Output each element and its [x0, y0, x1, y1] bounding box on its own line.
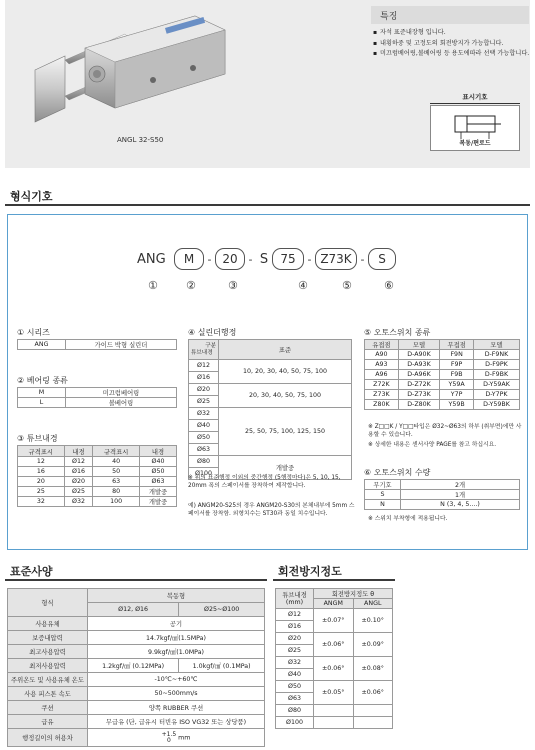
column-header: ANGL — [353, 599, 393, 609]
table-row — [8, 673, 265, 687]
row-header: 쿠션 — [8, 701, 88, 715]
table-cell: F9N — [440, 350, 474, 360]
table-row — [189, 360, 352, 372]
table-cell: ±0.10° — [353, 609, 393, 633]
bore-cell: Ø100 — [276, 717, 314, 729]
column-header: Ø25~Ø100 — [179, 603, 265, 617]
marker-6: ⑥ — [384, 279, 394, 292]
column-header: 모델 — [398, 340, 439, 350]
table-row — [8, 645, 265, 659]
row-header: 형식 — [8, 589, 88, 617]
table-cell: L — [18, 398, 66, 408]
row-header: 사용 피스톤 속도 — [8, 687, 88, 701]
switch-qty-note: ※ 스위치 부착형에 적용됩니다. — [368, 516, 448, 522]
table-cell: D-Z73K — [398, 390, 439, 400]
bore-cell: Ø16 — [189, 372, 219, 384]
marker-5: ⑤ — [342, 279, 352, 292]
table-cell: 1개 — [401, 490, 520, 500]
code-mid: S — [259, 251, 269, 267]
table-cell: F9P — [440, 360, 474, 370]
row-header: 최고사용압력 — [8, 645, 88, 659]
marker-2: ② — [186, 279, 196, 292]
table-cell: Z80K — [365, 400, 399, 410]
table-row — [365, 360, 520, 370]
stroke-cell: 20, 30, 40, 50, 75, 100 — [219, 384, 352, 408]
table-cell: 개발중 — [139, 487, 176, 497]
table-cell: A93 — [365, 360, 399, 370]
code-bearing: M — [174, 248, 204, 270]
table-row — [276, 705, 393, 717]
tolerance-lower: 0 — [166, 736, 171, 744]
table-cell — [314, 705, 354, 717]
table-cell: 63 — [93, 477, 140, 487]
bore-cell: Ø50 — [276, 681, 314, 693]
bore-title: ③ 튜브내경 — [17, 434, 58, 443]
bore-cell: Ø12 — [189, 360, 219, 372]
marker-3: ③ — [228, 279, 238, 292]
table-cell: Ø63 — [139, 477, 176, 487]
table-row — [189, 456, 352, 468]
table-cell: ±0.05° — [314, 681, 354, 705]
row-header: 튜브내경 — [191, 349, 213, 356]
table-cell: 1.0kgf/㎠ (0.1MPa) — [179, 659, 265, 673]
table-cell: 개발중 — [139, 497, 176, 507]
table-cell: 1.2kgf/㎠ (0.12MPa) — [88, 659, 179, 673]
table-header-row — [18, 446, 177, 457]
table-cell: N (3, 4, 5....) — [401, 500, 520, 510]
table-cell: -10℃~+60℃ — [88, 673, 265, 687]
bearing-table — [17, 387, 177, 408]
table-cell: D-Y7PK — [473, 390, 519, 400]
table-cell: ±0.06° — [314, 657, 354, 681]
tolerance-cell — [88, 729, 265, 747]
table-cell: 가이드 박형 실린더 — [66, 340, 177, 350]
model-code — [137, 247, 396, 271]
row-header — [276, 589, 314, 609]
table-cell: D-A96K — [398, 370, 439, 380]
tolerance-unit: mm — [178, 734, 191, 741]
bore-cell: Ø25 — [276, 645, 314, 657]
table-cell: Ø12 — [64, 457, 93, 467]
column-header: 내경 — [64, 446, 93, 457]
table-cell: Ø16 — [64, 467, 93, 477]
table-header-row — [8, 589, 265, 603]
bore-cell: Ø80 — [189, 456, 219, 468]
table-cell: 9.9kgf/㎠(1.0MPa) — [88, 645, 265, 659]
table-row — [189, 384, 352, 396]
bore-cell: Ø25 — [189, 396, 219, 408]
table-cell: 양쪽 RUBBER 쿠션 — [88, 701, 265, 715]
features-title: 특징 — [380, 12, 398, 22]
product-caption: ANGL 32-S50 — [117, 136, 164, 144]
rotation-title: 회전방지정도 — [278, 565, 342, 578]
table-row — [276, 681, 393, 693]
table-row — [8, 659, 265, 673]
symbol-box — [430, 105, 520, 151]
table-cell: 80 — [93, 487, 140, 497]
table-cell: 100 — [93, 497, 140, 507]
table-row — [18, 477, 177, 487]
code-stroke: 75 — [272, 248, 304, 270]
code-sep: - — [360, 252, 365, 266]
code-prefix: ANG — [137, 251, 166, 267]
section-divider — [273, 579, 395, 581]
table-cell — [314, 717, 354, 729]
row-header: 주위온도 및 사용유체 온도 — [8, 673, 88, 687]
bore-header-label: 튜브내경 — [282, 591, 307, 599]
column-header: 규격표시 — [93, 446, 140, 457]
table-cell: ANG — [18, 340, 66, 350]
cylinder-symbol-icon — [431, 108, 519, 142]
table-row — [276, 633, 393, 645]
table-cell: D-F9PK — [473, 360, 519, 370]
code-qty: S — [368, 248, 396, 270]
table-row — [18, 467, 177, 477]
stroke-title: ④ 실린더행정 — [188, 328, 237, 337]
table-cell: 볼베어링 — [66, 398, 177, 408]
bore-cell: Ø80 — [276, 705, 314, 717]
table-row — [18, 398, 177, 408]
table-cell: 미끄럼베어링 — [66, 388, 177, 398]
bore-cell: Ø20 — [276, 633, 314, 645]
symbol-label: 복동/편로드 — [459, 140, 491, 147]
features-tag — [371, 6, 529, 24]
table-cell: ±0.06° — [314, 633, 354, 657]
bore-cell: Ø12 — [276, 609, 314, 621]
row-header: 사용유체 — [8, 617, 88, 631]
table-cell: Ø20 — [64, 477, 93, 487]
code-sep: - — [207, 252, 212, 266]
corner-header — [189, 340, 219, 360]
series-title: ① 시리즈 — [17, 328, 50, 337]
table-cell: ±0.09° — [353, 633, 393, 657]
cylinder-product-image — [25, 8, 235, 128]
table-cell: Z72K — [365, 380, 399, 390]
table-cell: 50 — [93, 467, 140, 477]
table-row — [18, 388, 177, 398]
tolerance-stack — [162, 732, 177, 744]
bore-header-unit: (mm) — [285, 598, 304, 606]
table-cell: 20 — [18, 477, 65, 487]
table-cell: D-A90K — [398, 350, 439, 360]
table-cell: 32 — [18, 497, 65, 507]
column-header: 규격표시 — [18, 446, 65, 457]
stroke-table — [188, 339, 352, 480]
switch-table — [364, 339, 520, 410]
table-cell: Y59B — [440, 400, 474, 410]
row-header: 행정길이의 허용차 — [8, 729, 88, 747]
column-header: 구분 — [205, 342, 216, 349]
table-cell: Z73K — [365, 390, 399, 400]
switch-note: ※ Z□□K / Y□□타입은 Ø32~Ø63의 하부 (취부면)에만 사용할 수 있습니다. — [368, 424, 522, 438]
series-table — [17, 339, 177, 350]
table-cell: 25 — [18, 487, 65, 497]
table-cell: Y7P — [440, 390, 474, 400]
code-sep: - — [248, 252, 253, 266]
table-cell: D-A93K — [398, 360, 439, 370]
table-cell: ±0.08° — [353, 657, 393, 681]
table-header-row — [365, 340, 520, 350]
table-cell: Ø25 — [64, 487, 93, 497]
table-cell: 12 — [18, 457, 65, 467]
column-header: 회전방지정도 θ — [314, 589, 393, 599]
product-panel — [5, 0, 530, 168]
table-cell: N — [365, 500, 401, 510]
table-row — [8, 701, 265, 715]
bore-cell: Ø40 — [189, 420, 219, 432]
table-cell: ±0.06° — [353, 681, 393, 705]
table-cell: 무급유 (단, 급유시 터빈유 ISO VG32 또는 상당품) — [88, 715, 265, 729]
tolerance-upper: +1.5 — [161, 730, 177, 738]
ordering-title: 형식기호 — [10, 190, 53, 203]
spec-title: 표준사양 — [10, 565, 53, 578]
column-header: 무접점 — [440, 340, 474, 350]
table-row — [365, 350, 520, 360]
table-cell: 14.7kgf/㎠(1.5MPa) — [88, 631, 265, 645]
spec-table — [7, 588, 265, 747]
column-header: 유접점 — [365, 340, 399, 350]
marker-4: ④ — [298, 279, 308, 292]
column-header: ANGM — [314, 599, 354, 609]
table-row — [365, 480, 520, 490]
features-list — [373, 28, 533, 60]
code-switch: Z73K — [315, 248, 357, 270]
stroke-cell: 개발중 — [219, 456, 352, 480]
table-cell: ±0.07° — [314, 609, 354, 633]
code-bore: 20 — [215, 248, 245, 270]
table-row — [276, 657, 393, 669]
table-row — [365, 400, 520, 410]
table-cell: 무기호 — [365, 480, 401, 490]
feature-item: ▪ 미끄럼베어링,볼베어링 등 용도에따라 선택 가능합니다. — [373, 49, 533, 60]
switch-qty-title: ⑥ 오토스위치 수량 — [364, 468, 431, 477]
column-header: 표준 — [219, 340, 352, 360]
column-header: Ø12, Ø16 — [88, 603, 179, 617]
row-header: 최저사용압력 — [8, 659, 88, 673]
table-row — [8, 631, 265, 645]
bore-cell: Ø32 — [276, 657, 314, 669]
table-cell: A96 — [365, 370, 399, 380]
table-row — [365, 390, 520, 400]
stroke-cell: 25, 50, 75, 100, 125, 150 — [219, 408, 352, 456]
feature-item: ▪ 자석 표준내장형 입니다. — [373, 28, 533, 39]
table-cell: A90 — [365, 350, 399, 360]
column-header: 내경 — [139, 446, 176, 457]
table-cell: Ø50 — [139, 467, 176, 477]
row-header: 보증내압력 — [8, 631, 88, 645]
table-cell — [353, 717, 393, 729]
table-row — [276, 717, 393, 729]
switch-note-ref: ※ 상세한 내용은 센서사양 PAGE를 참고 하십시요. — [368, 442, 497, 448]
table-cell: S — [365, 490, 401, 500]
table-cell: 16 — [18, 467, 65, 477]
table-cell: 50~500mm/s — [88, 687, 265, 701]
table-header-row — [189, 340, 352, 360]
table-cell: Y59A — [440, 380, 474, 390]
table-row — [8, 715, 265, 729]
table-row — [365, 370, 520, 380]
code-sep: - — [307, 252, 312, 266]
table-row — [18, 487, 177, 497]
table-cell: D-Z72K — [398, 380, 439, 390]
table-cell: 2개 — [401, 480, 520, 490]
table-row — [365, 500, 520, 510]
rotation-table — [275, 588, 393, 729]
table-row — [8, 687, 265, 701]
bearing-title: ② 베어링 종류 — [17, 376, 68, 385]
switch-title: ⑤ 오토스위치 종류 — [364, 328, 431, 337]
table-row — [365, 490, 520, 500]
bore-cell: Ø16 — [276, 621, 314, 633]
table-cell: D-F9BK — [473, 370, 519, 380]
table-row — [18, 497, 177, 507]
column-header: 모델 — [473, 340, 519, 350]
bore-cell: Ø63 — [276, 693, 314, 705]
bore-cell: Ø100 — [189, 468, 219, 480]
table-row — [18, 340, 177, 350]
table-cell: 40 — [93, 457, 140, 467]
table-row — [8, 617, 265, 631]
table-row — [8, 729, 265, 747]
table-cell: Ø40 — [139, 457, 176, 467]
table-row — [365, 380, 520, 390]
table-row — [276, 609, 393, 621]
section-divider — [5, 204, 530, 206]
bore-cell: Ø40 — [276, 669, 314, 681]
table-cell: M — [18, 388, 66, 398]
table-cell: F9B — [440, 370, 474, 380]
bore-table — [17, 445, 177, 507]
table-cell: D-F9NK — [473, 350, 519, 360]
table-header-row — [276, 589, 393, 599]
section-divider — [5, 579, 267, 581]
bore-cell: Ø32 — [189, 408, 219, 420]
table-cell: 공기 — [88, 617, 265, 631]
table-cell — [353, 705, 393, 717]
marker-1: ① — [148, 279, 158, 292]
switch-qty-table — [364, 479, 520, 510]
table-cell: D-Y59AK — [473, 380, 519, 390]
table-cell: D-Y59BK — [473, 400, 519, 410]
symbol-title: 표시기호 — [430, 92, 520, 104]
table-cell: Ø32 — [64, 497, 93, 507]
stroke-cell: 10, 20, 30, 40, 50, 75, 100 — [219, 360, 352, 384]
row-header: 급유 — [8, 715, 88, 729]
stroke-example: 예) ANGM20-S25의 경우 ANGM20-S30의 본체내부에 5mm 스페이서를 장착함. 외형치수는 ST30과 동일 치수입니다. — [188, 503, 355, 517]
table-row — [18, 457, 177, 467]
table-cell: D-Z80K — [398, 400, 439, 410]
bore-cell: Ø20 — [189, 384, 219, 396]
bore-cell: Ø50 — [189, 432, 219, 444]
table-row — [189, 408, 352, 420]
bore-cell: Ø63 — [189, 444, 219, 456]
column-header: 복동형 — [88, 589, 265, 603]
feature-item: ▪ 내횡하중 및 고정도의 회전방지가 가능합니다. — [373, 39, 533, 50]
stroke-note: ※ 위의 표준행정 이외의 중간행정 (5행정마다)은 5, 10, 15, 20mm 폭의 스페이서를 장착하여 제작합니다. — [188, 475, 341, 489]
